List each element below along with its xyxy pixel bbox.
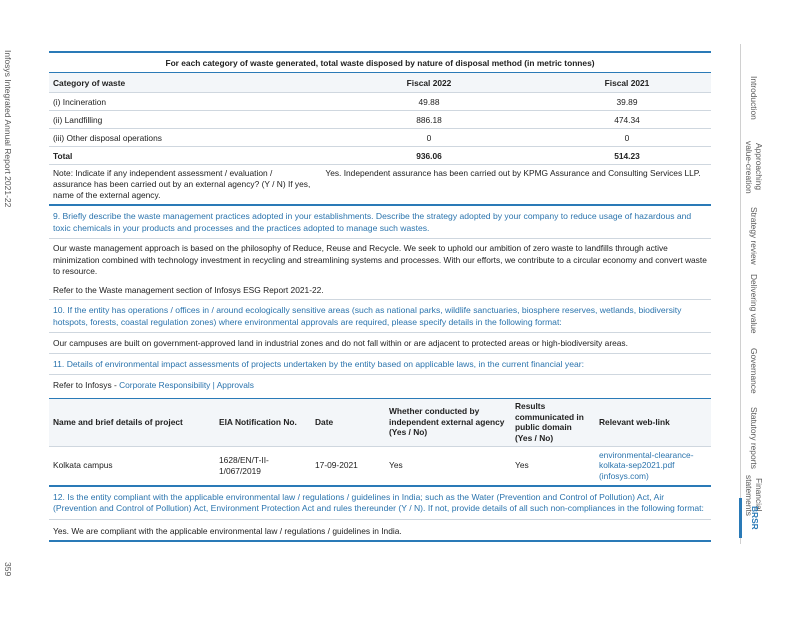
table-cell: 936.06: [315, 147, 543, 165]
note-answer: Yes. Independent assurance has been carried out by KPMG Assurance and Consulting Services LLP.: [315, 165, 711, 206]
table-header-row: [49, 73, 711, 93]
header-cell: Category of waste: [49, 73, 315, 93]
answer-9-paragraph: Our waste management approach is based on the philosophy of Reduce, Reuse and Recycle. We seek to uphold our ambition of zero waste to landfills through active minimization combined with technology investment in recycling and streamlining systems and processes. With our efforts, we contribute to a circular economy and convert waste to resource.: [53, 243, 707, 276]
table-cell: 886.18: [315, 111, 543, 129]
tab-statutory-reports[interactable]: [741, 404, 767, 472]
table-cell: 0: [543, 129, 711, 147]
eia-web-link[interactable]: environmental-clearance-kolkata-sep2021.pdf (infosys.com): [595, 446, 711, 486]
tab-approaching-value-creation[interactable]: [741, 132, 767, 202]
page-number: 359: [3, 562, 13, 577]
report-title-spine: Infosys Integrated Annual Report 2021-22: [3, 50, 13, 208]
table-cell: (i) Incineration: [49, 93, 315, 111]
header-cell: EIA Notification No.: [215, 398, 311, 446]
table-cell: Total: [49, 147, 315, 165]
refer-prefix: Refer to Infosys -: [53, 380, 120, 390]
header-cell: Results communicated in public domain (Yes / No): [511, 398, 595, 446]
eia-table: [49, 398, 711, 487]
waste-table-caption: For each category of waste generated, total waste disposed by nature of disposal method (in metric tonnes): [49, 51, 711, 73]
question-10: 10. If the entity has operations / offices in / around ecologically sensitive areas (such as national parks, wildlife sanctuaries, biosphere reserves, wetlands, biodiversity hotspots, forests, coastal regulation zones) where environmental approvals are required, please specify details in the following format:: [49, 300, 711, 333]
tab-label: Introduction: [749, 76, 759, 120]
tab-brsr[interactable]: [739, 498, 768, 538]
table-cell: 39.89: [543, 93, 711, 111]
note-question: Note: Indicate if any independent assessment / evaluation / assurance has been carried out by an external agency? (Y / N) If yes, name of the external agency.: [49, 165, 315, 206]
note-row: [49, 165, 711, 206]
answer-11-reference: [49, 375, 711, 395]
table-cell: Yes: [385, 446, 511, 486]
table-row: [49, 446, 711, 486]
question-9: 9. Briefly describe the waste management practices adopted in your establishments. Describe the strategy adopted by your company to reduce usage of hazardous and toxic chemicals in your products and processes and the practices adopted to manage such wastes.: [49, 206, 711, 239]
tab-delivering-value[interactable]: [741, 270, 767, 338]
header-cell: Name and brief details of project: [49, 398, 215, 446]
tab-label: BRSR: [750, 506, 760, 530]
answer-9-reference: Refer to the Waste management section of Infosys ESG Report 2021-22.: [49, 281, 711, 301]
main-content: [49, 51, 711, 542]
table-cell: (iii) Other disposal operations: [49, 129, 315, 147]
tab-label: Delivering value: [749, 274, 759, 334]
tab-introduction[interactable]: [741, 64, 767, 132]
tab-label: Financial statements: [744, 474, 764, 516]
header-cell: Fiscal 2022: [315, 73, 543, 93]
table-cell: 514.23: [543, 147, 711, 165]
table-cell: Yes: [511, 446, 595, 486]
header-cell: Relevant web-link: [595, 398, 711, 446]
table-cell: 474.34: [543, 111, 711, 129]
table-row: [49, 93, 711, 111]
header-cell: Whether conducted by independent external agency (Yes / No): [385, 398, 511, 446]
tab-strategy-review[interactable]: [741, 202, 767, 270]
table-cell: 1628/EN/T-II-1/067/2019: [215, 446, 311, 486]
table-header-row: [49, 398, 711, 446]
tab-label: Strategy review: [749, 207, 759, 265]
section-tabs: [740, 44, 767, 544]
header-cell: Date: [311, 398, 385, 446]
waste-disposal-table: [49, 73, 711, 206]
table-cell: 0: [315, 129, 543, 147]
table-cell: 49.88: [315, 93, 543, 111]
header-cell: Fiscal 2021: [543, 73, 711, 93]
tab-label: Governance: [749, 348, 759, 394]
corporate-responsibility-link[interactable]: Corporate Responsibility | Approvals: [119, 380, 254, 390]
tab-governance[interactable]: [741, 338, 767, 404]
table-row: [49, 111, 711, 129]
table-cell: Kolkata campus: [49, 446, 215, 486]
table-cell: 17-09-2021: [311, 446, 385, 486]
table-cell: (ii) Landfilling: [49, 111, 315, 129]
tab-label: Statutory reports: [749, 407, 759, 469]
table-row: [49, 129, 711, 147]
tab-label: Approaching value-creation: [744, 140, 764, 194]
question-11: 11. Details of environmental impact assessments of projects undertaken by the entity based on applicable laws, in the current financial year:: [49, 354, 711, 376]
answer-12: Yes. We are compliant with the applicable environmental law / regulations / guidelines in India.: [49, 520, 711, 543]
question-12: 12. Is the entity compliant with the applicable environmental law / regulations / guidelines in India; such as the Water (Prevention and Control of Pollution) Act, Air (Prevention and Control of Pollution) Act, Environment Protection Act and rules thereunder (Y / N). If not, provide details of all such non-compliances in the following format:: [49, 487, 711, 520]
total-row: [49, 147, 711, 165]
answer-10: Our campuses are built on government-approved land in industrial zones and do not fall within or are adjacent to protected areas or high-biodiversity areas.: [49, 333, 711, 354]
